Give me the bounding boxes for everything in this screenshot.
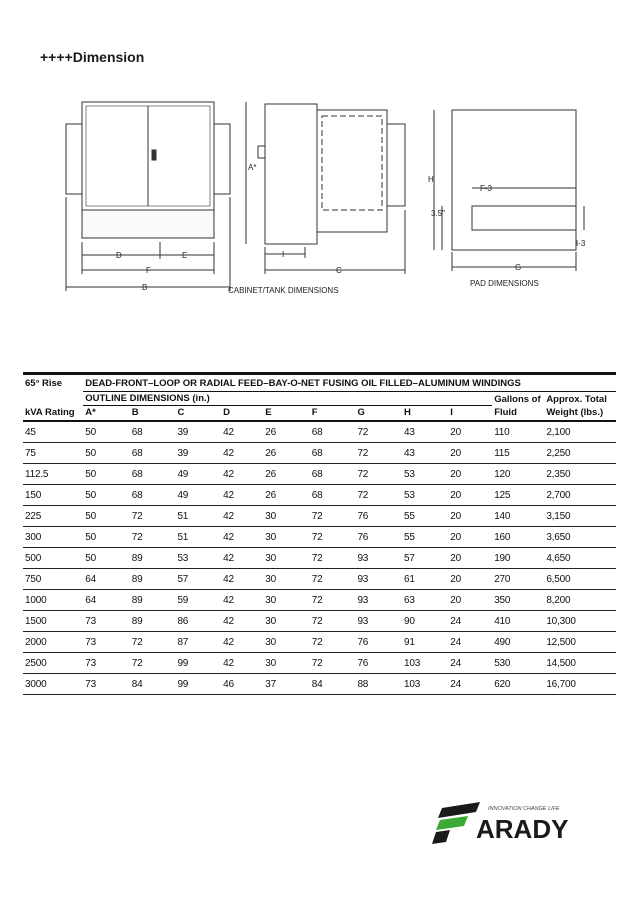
header-g: G	[355, 406, 402, 422]
table-cell: 300	[23, 527, 83, 548]
table-cell: 30	[263, 569, 310, 590]
table-cell: 30	[263, 611, 310, 632]
table-cell: 64	[83, 590, 130, 611]
table-row	[23, 443, 616, 464]
label-c: C	[336, 266, 342, 275]
table-cell: 20	[448, 548, 492, 569]
table-title: DEAD-FRONT–LOOP OR RADIAL FEED–BAY-O-NET FUSING OIL FILLED–ALUMINUM WINDINGS	[83, 375, 616, 392]
table-cell: 68	[130, 485, 176, 506]
table-cell: 88	[355, 674, 402, 695]
table-cell: 16,700	[544, 674, 616, 695]
table-cell: 68	[310, 485, 356, 506]
table-cell: 2000	[23, 632, 83, 653]
table-cell: 42	[221, 443, 263, 464]
header-i: I	[448, 406, 492, 422]
table-cell: 50	[83, 443, 130, 464]
table-cell: 84	[130, 674, 176, 695]
table-cell: 86	[175, 611, 221, 632]
table-cell: 530	[492, 653, 544, 674]
table-cell: 72	[355, 443, 402, 464]
dimension-diagram	[60, 92, 605, 302]
table-row	[23, 653, 616, 674]
table-cell: 43	[402, 443, 448, 464]
table-cell: 89	[130, 548, 176, 569]
table-cell: 59	[175, 590, 221, 611]
table-cell: 500	[23, 548, 83, 569]
label-f: F	[146, 266, 151, 275]
table-cell: 61	[402, 569, 448, 590]
farady-logo	[432, 798, 602, 848]
table-cell: 72	[310, 632, 356, 653]
weight-header-2: Weight (lbs.)	[544, 406, 616, 422]
table-cell: 55	[402, 506, 448, 527]
table-cell: 72	[355, 485, 402, 506]
table-cell: 99	[175, 653, 221, 674]
table-cell: 30	[263, 506, 310, 527]
table-cell: 51	[175, 506, 221, 527]
table-cell: 91	[402, 632, 448, 653]
dimension-drawings	[60, 92, 605, 302]
table-cell: 72	[130, 632, 176, 653]
table-cell: 30	[263, 653, 310, 674]
table-cell: 72	[310, 611, 356, 632]
table-cell: 50	[83, 485, 130, 506]
table-row	[23, 632, 616, 653]
table-cell: 42	[221, 569, 263, 590]
table-cell: 8,200	[544, 590, 616, 611]
table-cell: 24	[448, 611, 492, 632]
table-cell: 37	[263, 674, 310, 695]
logo-graphic	[432, 798, 602, 848]
table-cell: 26	[263, 421, 310, 443]
table-cell: 120	[492, 464, 544, 485]
table-cell: 1000	[23, 590, 83, 611]
table-cell: 84	[310, 674, 356, 695]
table-cell: 68	[130, 421, 176, 443]
table-cell: 46	[221, 674, 263, 695]
table-cell: 350	[492, 590, 544, 611]
table-cell: 42	[221, 632, 263, 653]
table-cell: 14,500	[544, 653, 616, 674]
table-cell: 89	[130, 590, 176, 611]
table-cell: 87	[175, 632, 221, 653]
table-cell: 42	[221, 611, 263, 632]
table-cell: 68	[130, 443, 176, 464]
table-cell: 112.5	[23, 464, 83, 485]
table-cell: 3,650	[544, 527, 616, 548]
table-cell: 20	[448, 421, 492, 443]
label-b: B	[142, 283, 148, 292]
table-cell: 20	[448, 443, 492, 464]
table-cell: 20	[448, 485, 492, 506]
table-cell: 42	[221, 485, 263, 506]
table-cell: 99	[175, 674, 221, 695]
label-i: I	[282, 250, 285, 259]
table-row	[23, 611, 616, 632]
table-cell: 72	[310, 653, 356, 674]
table-cell: 55	[402, 527, 448, 548]
header-a: A*	[83, 406, 130, 422]
table-cell: 73	[83, 611, 130, 632]
table-cell: 490	[492, 632, 544, 653]
table-cell: 115	[492, 443, 544, 464]
table-cell: 57	[175, 569, 221, 590]
table-cell: 90	[402, 611, 448, 632]
table-cell: 50	[83, 548, 130, 569]
table-cell: 2500	[23, 653, 83, 674]
table-cell: 103	[402, 653, 448, 674]
table-cell: 72	[310, 548, 356, 569]
weight-header-1: Approx. Total	[546, 393, 607, 405]
header-b: B	[130, 406, 176, 422]
table-cell: 20	[448, 569, 492, 590]
table-cell: 75	[23, 443, 83, 464]
table-cell: 24	[448, 653, 492, 674]
label-i3: I-3	[576, 239, 586, 248]
table-cell: 72	[130, 506, 176, 527]
table-cell: 50	[83, 527, 130, 548]
label-a: A*	[248, 163, 257, 172]
table-cell: 64	[83, 569, 130, 590]
label-e: E	[182, 251, 188, 260]
table-cell: 57	[402, 548, 448, 569]
table-cell: 30	[263, 632, 310, 653]
table-cell: 1500	[23, 611, 83, 632]
table-cell: 140	[492, 506, 544, 527]
table-cell: 50	[83, 464, 130, 485]
table-cell: 6,500	[544, 569, 616, 590]
table-cell: 76	[355, 632, 402, 653]
table-cell: 4,650	[544, 548, 616, 569]
logo-name: ARADY	[476, 814, 569, 844]
table-cell: 72	[310, 590, 356, 611]
table-cell: 89	[130, 611, 176, 632]
table-cell: 410	[492, 611, 544, 632]
table-row	[23, 421, 616, 443]
table-row	[23, 674, 616, 695]
table-cell: 620	[492, 674, 544, 695]
table-cell: 93	[355, 590, 402, 611]
table-cell: 93	[355, 548, 402, 569]
table-cell: 76	[355, 506, 402, 527]
label-d: D	[116, 251, 122, 260]
table-cell: 51	[175, 527, 221, 548]
table-cell: 73	[83, 632, 130, 653]
table-cell: 72	[310, 527, 356, 548]
table-cell: 2,250	[544, 443, 616, 464]
table-cell: 39	[175, 421, 221, 443]
header-h: H	[402, 406, 448, 422]
table-cell: 20	[448, 464, 492, 485]
table-cell: 26	[263, 443, 310, 464]
table-cell: 93	[355, 611, 402, 632]
table-cell: 68	[310, 443, 356, 464]
table-cell: 73	[83, 674, 130, 695]
table-cell: 50	[83, 506, 130, 527]
table-cell: 49	[175, 485, 221, 506]
table-cell: 53	[402, 485, 448, 506]
table-cell: 125	[492, 485, 544, 506]
table-cell: 110	[492, 421, 544, 443]
header-d: D	[221, 406, 263, 422]
table-cell: 42	[221, 653, 263, 674]
table-cell: 30	[263, 590, 310, 611]
table-cell: 53	[402, 464, 448, 485]
table-cell: 150	[23, 485, 83, 506]
table-cell: 93	[355, 569, 402, 590]
table-cell: 24	[448, 674, 492, 695]
table-cell: 2,350	[544, 464, 616, 485]
table-cell: 103	[402, 674, 448, 695]
table-cell: 45	[23, 421, 83, 443]
table-cell: 26	[263, 485, 310, 506]
table-cell: 73	[83, 653, 130, 674]
table-cell: 2,100	[544, 421, 616, 443]
label-h: H	[428, 175, 434, 184]
table-cell: 3000	[23, 674, 83, 695]
table-cell: 68	[130, 464, 176, 485]
table-cell: 160	[492, 527, 544, 548]
table-cell: 42	[221, 548, 263, 569]
logo-tagline: INNOVATION CHANGE LIFE	[488, 806, 560, 812]
table-cell: 2,700	[544, 485, 616, 506]
label-f3: F-3	[480, 184, 492, 193]
table-cell: 49	[175, 464, 221, 485]
table-cell: 42	[221, 506, 263, 527]
table-row	[23, 485, 616, 506]
dimension-table	[23, 372, 616, 695]
table-cell: 20	[448, 527, 492, 548]
label-pad-offset: 3.5"	[431, 209, 445, 218]
table-row	[23, 464, 616, 485]
table-row	[23, 548, 616, 569]
table-row	[23, 527, 616, 548]
table-cell: 26	[263, 464, 310, 485]
cabinet-caption: CABINET/TANK DIMENSIONS	[228, 286, 339, 295]
header-e: E	[263, 406, 310, 422]
table-cell: 3,150	[544, 506, 616, 527]
table-cell: 68	[310, 464, 356, 485]
gallons-header-2: Fluid	[492, 406, 544, 422]
header-kva: kVA Rating	[23, 406, 83, 422]
table-cell: 39	[175, 443, 221, 464]
label-g: G	[515, 263, 522, 272]
table-cell: 72	[130, 653, 176, 674]
table-cell: 53	[175, 548, 221, 569]
table-row	[23, 590, 616, 611]
table-cell: 30	[263, 548, 310, 569]
table-cell: 24	[448, 632, 492, 653]
table-row	[23, 569, 616, 590]
table-cell: 190	[492, 548, 544, 569]
table-cell: 42	[221, 421, 263, 443]
gallons-header-1: Gallons of	[494, 393, 541, 405]
table-cell: 42	[221, 590, 263, 611]
table-cell: 72	[130, 527, 176, 548]
table-cell: 72	[310, 569, 356, 590]
table-cell: 72	[355, 464, 402, 485]
table-cell: 50	[83, 421, 130, 443]
table-cell: 20	[448, 590, 492, 611]
table-cell: 42	[221, 464, 263, 485]
table-cell: 68	[310, 421, 356, 443]
header-f: F	[310, 406, 356, 422]
table-cell: 76	[355, 653, 402, 674]
table-cell: 270	[492, 569, 544, 590]
rise-cell: 65° Rise	[25, 378, 63, 390]
header-c: C	[175, 406, 221, 422]
table-cell: 30	[263, 527, 310, 548]
outline-dimensions-label: OUTLINE DIMENSIONS (in.)	[83, 392, 492, 406]
pad-caption: PAD DIMENSIONS	[470, 279, 539, 288]
page-heading: ++++Dimension	[40, 49, 145, 65]
table-cell: 72	[310, 506, 356, 527]
table-cell: 12,500	[544, 632, 616, 653]
table-cell: 89	[130, 569, 176, 590]
table-cell: 42	[221, 527, 263, 548]
table-row	[23, 506, 616, 527]
table-cell: 20	[448, 506, 492, 527]
table-cell: 76	[355, 527, 402, 548]
table-cell: 750	[23, 569, 83, 590]
table-cell: 63	[402, 590, 448, 611]
table-cell: 72	[355, 421, 402, 443]
table-cell: 43	[402, 421, 448, 443]
table-cell: 225	[23, 506, 83, 527]
table-cell: 10,300	[544, 611, 616, 632]
